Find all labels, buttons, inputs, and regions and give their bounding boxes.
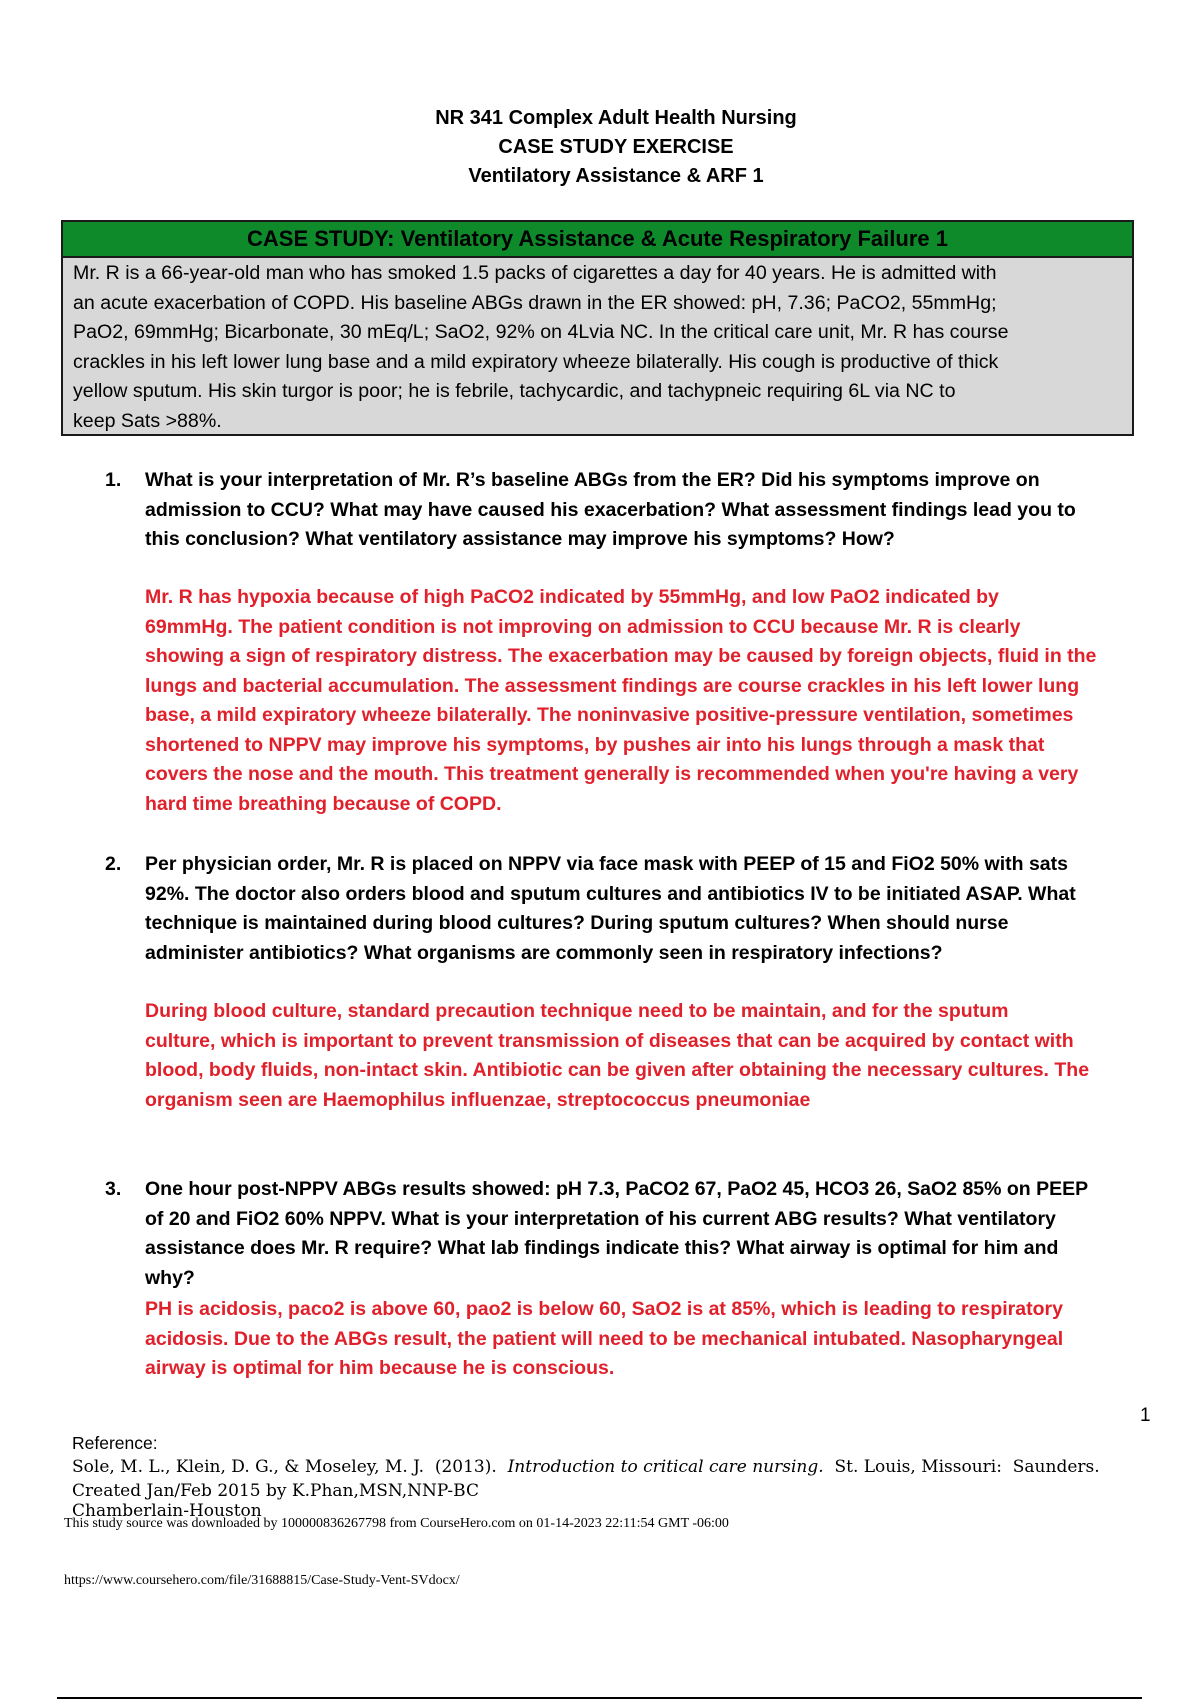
citation-publisher: St. Louis, Missouri: Saunders.	[823, 1457, 1100, 1477]
question-line: administer antibiotics? What organisms are commonly seen in respiratory infections?	[145, 941, 943, 964]
answer-line: covers the nose and the mouth. This treatment generally is recommended when you're having a very	[145, 763, 1079, 785]
question-line: admission to CCU? What may have caused his exacerbation? What assessment findings lead you to	[145, 498, 1076, 521]
reference-section	[72, 1431, 1152, 1519]
answer-line: airway is optimal for him because he is conscious.	[145, 1357, 615, 1379]
answer-3	[145, 1295, 1180, 1384]
answer-line: acidosis. Due to the ABGs result, the patient will need to be mechanical intubated. Nasopharyngeal	[145, 1327, 1064, 1350]
source-url[interactable]: https://www.coursehero.com/file/31688815/Case-Study-Vent-SVdocx/	[64, 1573, 460, 1588]
question-line: technique is maintained during blood cultures? During sputum cultures? When should nurse	[145, 912, 1009, 934]
question-number: 2.	[105, 853, 122, 875]
question-text	[145, 1175, 1180, 1293]
question-line: of 20 and FiO2 60% NPPV. What is your interpretation of his current ABG results? What ventilatory	[145, 1207, 1056, 1230]
answer-line: shortened to NPPV may improve his symptoms, by pushes air into his lungs through a mask that	[145, 733, 1045, 756]
citation-title: Introduction to critical care nursing.	[507, 1457, 824, 1477]
question-text	[145, 466, 1180, 555]
course-title: NR 341 Complex Adult Health Nursing	[435, 107, 797, 129]
topic-title: Ventilatory Assistance & ARF 1	[468, 165, 764, 187]
question-3	[105, 1175, 1180, 1293]
page-number: 1	[1140, 1405, 1151, 1426]
case-study-title: CASE STUDY: Ventilatory Assistance & Acute Respiratory Failure 1	[63, 222, 1132, 258]
document-header	[0, 104, 1200, 191]
answer-line: PH is acidosis, paco2 is above 60, pao2 is below 60, SaO2 is at 85%, which is leading to respiratory	[145, 1298, 1063, 1320]
exercise-title: CASE STUDY EXERCISE	[498, 136, 734, 158]
answer-line: During blood culture, standard precaution technique need to be maintain, and for the sputum	[145, 1000, 1009, 1022]
question-text	[145, 850, 1180, 968]
question-2	[105, 850, 1180, 968]
question-line: Per physician order, Mr. R is placed on NPPV via face mask with PEEP of 15 and FiO2 50% with sats	[145, 853, 1068, 875]
citation-authors: Sole, M. L., Klein, D. G., & Moseley, M. J. (2013).	[72, 1457, 508, 1477]
question-number: 1.	[105, 469, 122, 491]
answer-line: showing a sign of respiratory distress. The exacerbation may be caused by foreign objects, fluid in the	[145, 645, 1097, 667]
question-line: 92%. The doctor also orders blood and sputum cultures and antibiotics IV to be initiated ASAP. What	[145, 882, 1076, 905]
created-by: Created Jan/Feb 2015 by K.Phan,MSN,NNP-BC	[72, 1481, 479, 1501]
download-note: This study source was downloaded by 100000836267798 from CourseHero.com on 01-14-2023 22:11:54 GMT -06:00	[64, 1516, 729, 1531]
institution: Chamberlain-Houston	[72, 1501, 262, 1521]
case-line: Mr. R is a 66-year-old man who has smoked 1.5 packs of cigarettes a day for 40 years. He is admitted with	[73, 262, 997, 284]
case-study-box	[61, 220, 1134, 436]
case-study-body	[63, 258, 1132, 436]
answer-line: hard time breathing because of COPD.	[145, 792, 502, 815]
case-line: yellow sputum. His skin turgor is poor; he is febrile, tachycardic, and tachypneic requiring 6L via NC to	[73, 380, 956, 402]
answer-2	[145, 997, 1180, 1115]
answer-line: blood, body fluids, non-intact skin. Antibiotic can be given after obtaining the necessary cultures. The	[145, 1059, 1090, 1081]
reference-label: Reference:	[72, 1433, 158, 1453]
question-number: 3.	[105, 1178, 122, 1200]
case-line: PaO2, 69mmHg; Bicarbonate, 30 mEq/L; SaO2, 92% on 4Lvia NC. In the critical care unit, Mr. R has course	[73, 321, 1009, 343]
question-line: why?	[145, 1266, 195, 1289]
case-line: an acute exacerbation of COPD. His baseline ABGs drawn in the ER showed: pH, 7.36; PaCO2, 55mmHg;	[73, 291, 997, 314]
answer-line: base, a mild expiratory wheeze bilaterally. The noninvasive positive-pressure ventilation, sometimes	[145, 704, 1074, 726]
bottom-divider	[57, 1697, 1142, 1699]
answer-line: lungs and bacterial accumulation. The assessment findings are course crackles in his left lower lung	[145, 674, 1080, 697]
question-line: this conclusion? What ventilatory assistance may improve his symptoms? How?	[145, 528, 895, 550]
reference-citation	[72, 1455, 1152, 1479]
question-1	[105, 466, 1180, 555]
question-line: One hour post-NPPV ABGs results showed: pH 7.3, PaCO2 67, PaO2 45, HCO3 26, SaO2 85% on PEEP	[145, 1178, 1089, 1200]
case-line: crackles in his left lower lung base and a mild expiratory wheeze bilaterally. His cough is productive of thick	[73, 350, 999, 373]
answer-line: culture, which is important to prevent transmission of diseases that can be acquired by contact with	[145, 1029, 1074, 1052]
question-line: What is your interpretation of Mr. R’s baseline ABGs from the ER? Did his symptoms improve on	[145, 469, 1040, 491]
answer-line: organism seen are Haemophilus influenzae, streptococcus pneumoniae	[145, 1088, 811, 1111]
answer-line: 69mmHg. The patient condition is not improving on admission to CCU because Mr. R is clearly	[145, 615, 1021, 638]
answer-line: Mr. R has hypoxia because of high PaCO2 indicated by 55mmHg, and low PaO2 indicated by	[145, 586, 999, 608]
answer-1	[145, 583, 1180, 819]
case-line: keep Sats >88%.	[73, 409, 222, 432]
question-line: assistance does Mr. R require? What lab findings indicate this? What airway is optimal for him and	[145, 1237, 1059, 1259]
